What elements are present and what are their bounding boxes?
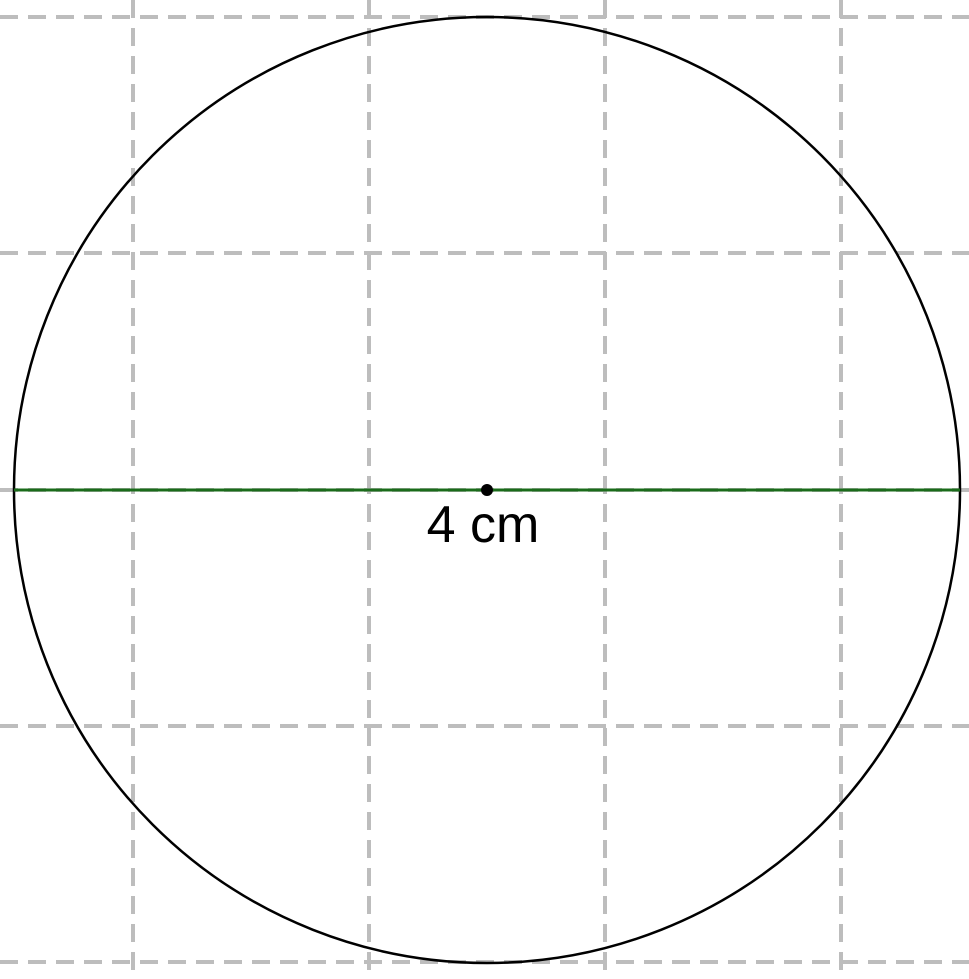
center-point	[481, 484, 493, 496]
diameter-label: 4 cm	[426, 496, 540, 554]
